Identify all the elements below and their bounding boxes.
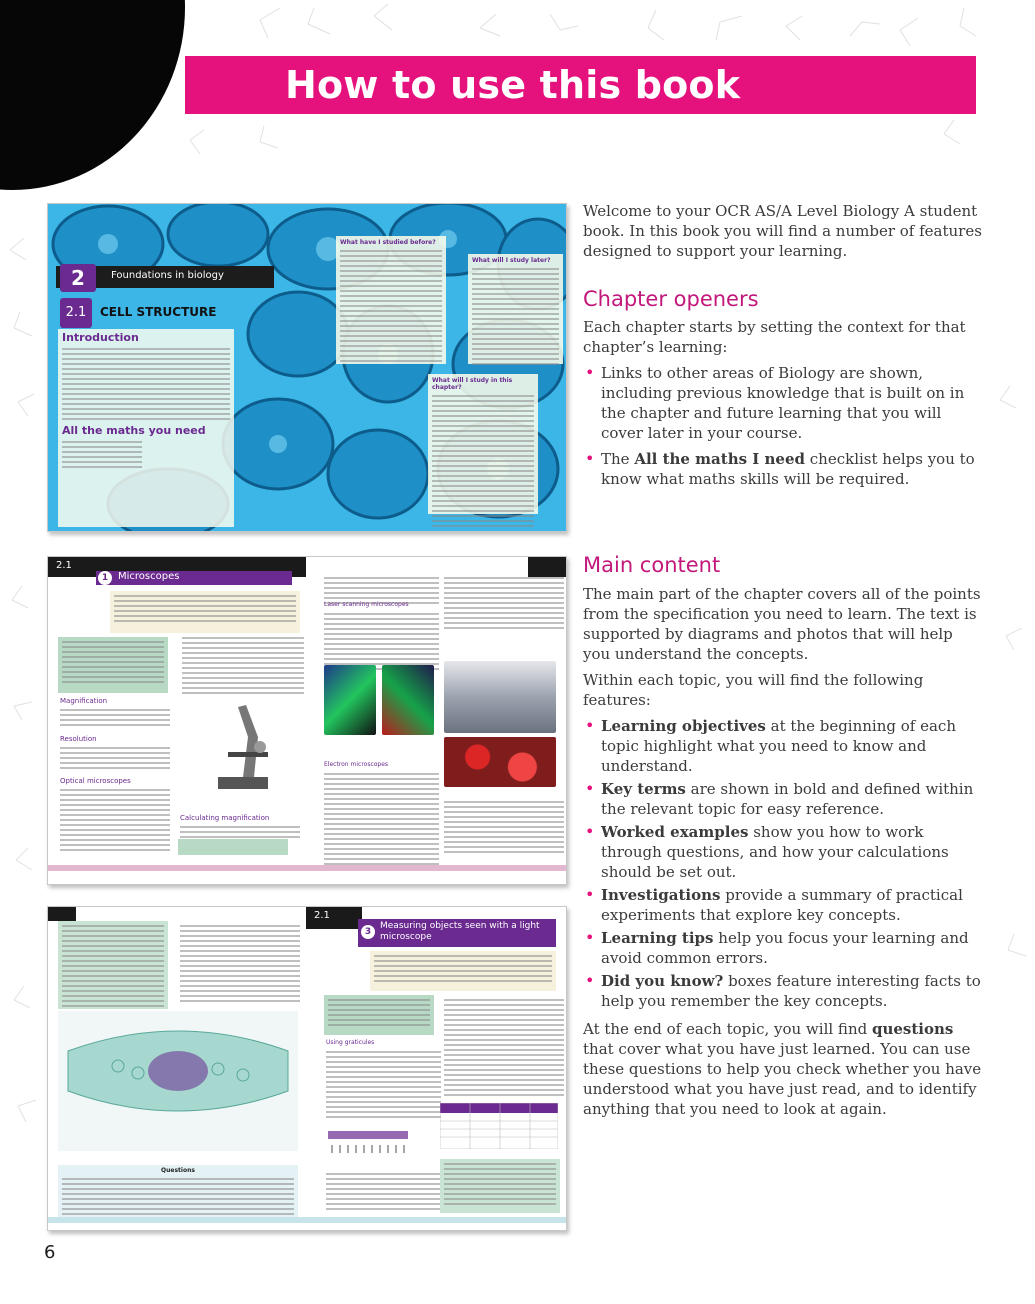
- results-table: [440, 1103, 558, 1149]
- feature-item-did-you-know: [583, 971, 983, 1011]
- resolution-heading: Resolution: [60, 735, 97, 743]
- bullet-2-post: checklist helps you to know what maths skills will be required.: [601, 450, 975, 488]
- chapter-openers-section: [583, 317, 983, 492]
- magnification-heading: Magnification: [60, 697, 108, 705]
- feature-term: Worked examples: [601, 823, 749, 841]
- investigation-box-right: [440, 1159, 560, 1213]
- feature-item-investigations: [583, 885, 983, 925]
- calc-magnification-heading: Calculating magnification: [180, 814, 270, 822]
- main-content-section: [583, 584, 983, 1119]
- closing-paragraph: [583, 1019, 983, 1119]
- left-page-header: [48, 907, 76, 921]
- chapter-opener-thumbnail: [47, 203, 567, 532]
- feature-term: Key terms: [601, 780, 686, 798]
- chapter-openers-lead: Each chapter starts by setting the context for that chapter’s learning:: [583, 318, 966, 356]
- title-banner: [185, 56, 976, 114]
- footer-bar: [48, 1217, 566, 1223]
- questions-box: [58, 1165, 298, 1221]
- introduction-panel: [58, 329, 234, 527]
- blood-cells-image: [444, 737, 556, 787]
- electron-microscope-photo: [444, 661, 556, 733]
- learning-tip-box: [178, 839, 288, 855]
- study-now-panel: [428, 374, 538, 514]
- bullet-2-pre: The: [601, 450, 630, 468]
- laser-heading: Laser scanning microscopes: [324, 601, 409, 608]
- studied-before-heading: What have I studied before?: [340, 239, 436, 246]
- graticules-heading: Using graticules: [326, 1039, 375, 1046]
- key-terms-box: [58, 637, 168, 693]
- feature-term: Did you know?: [601, 972, 724, 990]
- list-item: [583, 449, 983, 489]
- feature-item-learning-tips: [583, 928, 983, 968]
- feature-item-key-terms: [583, 779, 983, 819]
- light-microscope-diagram: [188, 697, 298, 797]
- maths-heading: All the maths you need: [62, 424, 206, 437]
- electron-microscopes-heading: Electron microscopes: [324, 761, 389, 768]
- questions-term: questions: [871, 1020, 954, 1038]
- main-content-thumbnail: [47, 556, 567, 885]
- topic-index-badge: 1: [98, 571, 112, 585]
- module-title: Foundations in biology: [111, 270, 224, 281]
- feature-item-worked-examples: [583, 822, 983, 882]
- leaf-cross-section-diagram: [58, 1011, 298, 1151]
- main-content-heading: Main content: [583, 553, 721, 577]
- feature-text: show you how to work through questions, and how your calculations should be set out.: [601, 823, 949, 881]
- studied-before-panel: [336, 236, 446, 364]
- page-number: 6: [44, 1242, 56, 1263]
- feature-text: at the beginning of each topic highlight what you need to know and understand.: [601, 717, 956, 775]
- study-later-heading: What will I study later?: [472, 257, 551, 264]
- intro-paragraph: [583, 201, 983, 261]
- intro-text: Welcome to your OCR AS/A Level Biology A student book. In this book you will find a number of features designed to support your learning.: [583, 202, 982, 260]
- topic-title: Microscopes: [118, 571, 180, 582]
- fluorescent-cells-image: [382, 665, 434, 735]
- feature-text: are shown in bold and defined within the relevant topic for easy reference.: [601, 780, 974, 818]
- closing-pre: At the end of each topic, you will find: [583, 1020, 868, 1038]
- feature-term: Learning objectives: [601, 717, 766, 735]
- right-page-header: [306, 907, 362, 929]
- topic-title-bar: [96, 571, 292, 585]
- learning-objectives-box: [110, 591, 300, 633]
- feature-text: provide a summary of practical experiments that explore key concepts.: [601, 886, 963, 924]
- chapter-title: CELL STRUCTURE: [100, 305, 217, 319]
- chapter-openers-list: [583, 363, 983, 489]
- topic-number: 2.1: [56, 560, 72, 571]
- feature-term: Learning tips: [601, 929, 714, 947]
- questions-heading: Questions: [161, 1167, 195, 1174]
- questions-thumbnail: [47, 906, 567, 1231]
- key-terms-box: [324, 995, 434, 1035]
- chapter-openers-heading: Chapter openers: [583, 287, 759, 311]
- topic-number: 2.1: [314, 910, 330, 921]
- closing-post: that cover what you have just learned. You can use these questions to help you check whether you have understood what you have just read, and to identify anything that you need to look at again.: [583, 1040, 982, 1118]
- features-list: [583, 716, 983, 1011]
- learning-objectives-box: [370, 951, 556, 991]
- feature-term: Investigations: [601, 886, 721, 904]
- introduction-heading: Introduction: [62, 331, 139, 344]
- topic-title: Measuring objects seen with a light microscope: [380, 921, 540, 942]
- footer-bar: [48, 865, 566, 871]
- feature-text: help you focus your learning and avoid common errors.: [601, 929, 969, 967]
- investigation-box: [58, 921, 168, 1009]
- topic-index-badge: 3: [361, 925, 375, 939]
- chapter-openers-bullet-1: Links to other areas of Biology are shown, including previous knowledge that is built on in the chapter and future learning that you will cover later in your course.: [601, 364, 965, 442]
- optical-heading: Optical microscopes: [60, 777, 131, 785]
- graticule-scale-diagram: [328, 1125, 408, 1159]
- all-the-maths-term: All the maths I need: [634, 450, 805, 468]
- list-item: [583, 363, 983, 443]
- module-number-badge: 2: [60, 264, 96, 292]
- main-content-para-1: The main part of the chapter covers all of the points from the specification you need to learn. The text is supported by diagrams and photos that will help you understand the concepts.: [583, 585, 981, 663]
- feature-item-learning-objectives: [583, 716, 983, 776]
- page-title: How to use this book: [285, 63, 741, 107]
- topic-title-bar: [358, 919, 556, 947]
- laser-micrograph-image: [324, 665, 376, 735]
- study-later-panel: [468, 254, 563, 364]
- right-page-header: [528, 557, 566, 577]
- feature-text: boxes feature interesting facts to help you remember the key concepts.: [601, 972, 981, 1010]
- chapter-number-badge: 2.1: [60, 298, 92, 328]
- main-content-para-2: Within each topic, you will find the following features:: [583, 671, 924, 709]
- study-now-heading: What will I study in this chapter?: [432, 377, 513, 391]
